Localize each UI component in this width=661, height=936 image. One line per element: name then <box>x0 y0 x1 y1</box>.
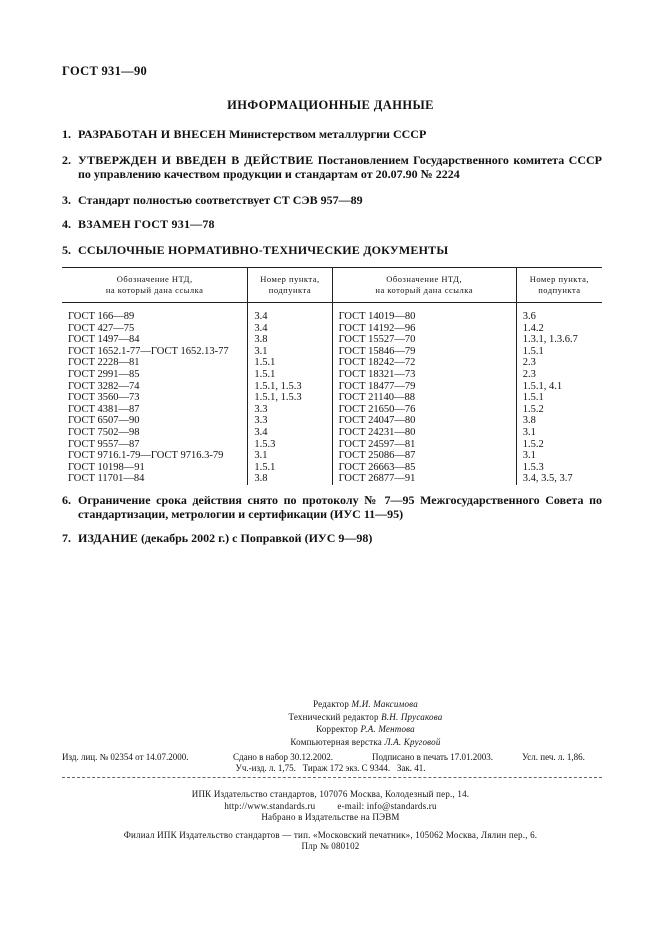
publisher-block <box>0 789 661 853</box>
ntd-right-cell-text: ГОСТ 15846—79 <box>338 345 416 357</box>
table-row <box>62 323 602 335</box>
credit-name: Л.А. Круговой <box>384 736 441 747</box>
ntd-left-cell-text: ГОСТ 1497—84 <box>68 334 140 346</box>
table-row <box>62 404 602 416</box>
point-right-cell-text: 3.6 <box>522 311 536 322</box>
ntd-right-cell-text: ГОСТ 18242—72 <box>338 357 416 369</box>
item-number: 1. <box>62 127 71 141</box>
point-left-cell <box>248 473 332 485</box>
item-caps: УТВЕРЖДЕН И ВВЕДЕН В ДЕЙСТВИЕ <box>78 153 314 167</box>
header-point-line1: Номер пункта, <box>529 274 590 284</box>
item-number: 3. <box>62 193 71 207</box>
ntd-left-cell <box>62 303 248 323</box>
point-left-cell <box>248 427 332 439</box>
divider <box>62 777 602 778</box>
item-text: Ограничение срока действия снято по протоколу № 7—95 Межгосударственного Совета по стандартизации, метрологии и сертификации (ИУС 11—95) <box>78 493 602 521</box>
point-left-cell <box>248 450 332 462</box>
ntd-left-cell-text: ГОСТ 9716.1-79—ГОСТ 9716.3-79 <box>68 450 224 462</box>
point-left-cell <box>248 381 332 393</box>
credit-name: Р.А. Ментова <box>360 724 415 734</box>
item-caps: ВЗАМЕН ГОСТ 931—78 <box>78 217 215 231</box>
point-right-cell-text: 1.5.1 <box>522 392 544 404</box>
header-ntd-line1: Обозначение НТД, <box>116 274 193 284</box>
item-2 <box>62 153 602 181</box>
point-right-cell <box>516 346 602 358</box>
table-row <box>62 473 602 485</box>
ntd-left-cell-text: ГОСТ 9557—87 <box>68 438 140 450</box>
header-ntd-line2: на который дана ссылка <box>375 285 473 295</box>
ntd-left-cell <box>62 323 248 335</box>
credit-role: Компьютерная верстка <box>290 736 383 747</box>
point-right-cell <box>516 392 602 404</box>
imprint-line2: Уч.-изд. л. 1,75. Тираж 172 экз. С 9344. Зак. 41. <box>235 763 426 773</box>
point-left-cell <box>248 303 332 323</box>
ntd-right-cell-text: ГОСТ 14019—80 <box>338 311 416 322</box>
point-right-cell <box>516 462 602 474</box>
ntd-right-cell-text: ГОСТ 18477—79 <box>338 380 416 392</box>
point-left-cell-text: 3.3 <box>254 415 268 427</box>
ntd-left-cell-text: ГОСТ 427—75 <box>68 322 135 334</box>
table-row <box>62 427 602 439</box>
ntd-right-cell-text: ГОСТ 24597—81 <box>338 438 416 450</box>
ntd-right-cell <box>332 415 516 427</box>
ntd-right-cell-text: ГОСТ 21140—88 <box>338 392 416 404</box>
point-left-cell-text: 1.5.1, 1.5.3 <box>254 392 302 404</box>
point-left-cell <box>248 323 332 335</box>
ntd-right-cell-text: ГОСТ 24231—80 <box>338 426 416 438</box>
point-left-cell-text: 3.3 <box>254 403 268 415</box>
ntd-left-cell-text: ГОСТ 2228—81 <box>68 357 140 369</box>
ntd-right-cell <box>332 323 516 335</box>
ntd-left-cell <box>62 450 248 462</box>
ntd-right-cell <box>332 427 516 439</box>
credit-name: М.И. Максимова <box>351 699 418 709</box>
credits-block <box>0 698 661 748</box>
ntd-left-cell-text: ГОСТ 166—89 <box>68 311 135 322</box>
ntd-right-cell-text: ГОСТ 21650—76 <box>338 403 416 415</box>
publisher-website[interactable]: http://www.standards.ru <box>224 800 316 811</box>
point-left-cell-text: 3.8 <box>254 334 268 346</box>
item-6 <box>62 493 602 521</box>
ntd-left-cell <box>62 392 248 404</box>
item-1 <box>62 127 602 141</box>
header-point-line2: подпункта <box>538 285 581 295</box>
item-number: 6. <box>62 493 71 507</box>
section-title: ИНФОРМАЦИОННЫЕ ДАННЫЕ <box>227 98 434 112</box>
item-4 <box>62 217 602 231</box>
table-row <box>62 369 602 381</box>
ntd-right-cell-text: ГОСТ 26663—85 <box>338 461 416 473</box>
ntd-right-cell <box>332 334 516 346</box>
table-row <box>62 346 602 358</box>
header-point-right <box>516 268 602 303</box>
table-header-row <box>62 268 602 303</box>
point-left-cell-text: 3.8 <box>254 473 268 485</box>
ntd-right-cell <box>332 404 516 416</box>
credit-editor <box>0 698 661 711</box>
point-right-cell-text: 1.3.1, 1.3.6.7 <box>522 334 578 346</box>
ntd-right-cell <box>332 439 516 451</box>
ntd-left-cell <box>62 415 248 427</box>
header-ntd-left <box>62 268 248 303</box>
point-right-cell-text: 3.1 <box>522 426 536 438</box>
item-caps: РАЗРАБОТАН И ВНЕСЕН <box>78 127 227 141</box>
ntd-right-cell <box>332 369 516 381</box>
point-left-cell-text: 3.4 <box>254 322 268 334</box>
table-row <box>62 415 602 427</box>
point-right-cell-text: 1.5.1 <box>522 345 544 357</box>
publisher-license: Плр № 080102 <box>301 841 360 851</box>
point-right-cell <box>516 334 602 346</box>
ntd-left-cell-text: ГОСТ 7502—98 <box>68 426 140 438</box>
ntd-right-cell-text: ГОСТ 24047—80 <box>338 415 416 427</box>
point-right-cell <box>516 357 602 369</box>
header-ntd-line1: Обозначение НТД, <box>386 274 463 284</box>
ntd-right-cell <box>332 303 516 323</box>
credit-name: В.Н. Прусакова <box>381 711 443 722</box>
imprint-signed: Подписано в печать 17.01.2003. <box>372 752 494 762</box>
point-left-cell <box>248 357 332 369</box>
item-7 <box>62 531 602 545</box>
ntd-left-cell <box>62 357 248 369</box>
item-text: Стандарт полностью соответствует СТ СЭВ 957—89 <box>78 193 363 207</box>
point-left-cell-text: 3.1 <box>254 450 268 462</box>
item-number: 7. <box>62 531 71 545</box>
ntd-right-cell <box>332 473 516 485</box>
imprint-license: Изд. лиц. № 02354 от 14.07.2000. <box>62 752 189 762</box>
imprint-typeset: Сдано в набор 30.12.2002. <box>233 752 334 762</box>
point-right-cell <box>516 439 602 451</box>
table-row <box>62 392 602 404</box>
table-row <box>62 381 602 393</box>
point-right-cell-text: 2.3 <box>522 357 536 369</box>
item-number: 4. <box>62 217 71 231</box>
header-point-left <box>248 268 332 303</box>
ntd-right-cell-text: ГОСТ 25086—87 <box>338 450 416 462</box>
item-caps: ИЗДАНИЕ <box>78 531 138 545</box>
item-text: (декабрь 2002 г.) с Поправкой (ИУС 9—98) <box>137 531 373 545</box>
ntd-right-cell <box>332 462 516 474</box>
point-left-cell-text: 1.5.1, 1.5.3 <box>254 380 302 392</box>
ntd-left-cell-text: ГОСТ 4381—87 <box>68 403 140 415</box>
point-left-cell <box>248 462 332 474</box>
credit-role: Корректор <box>316 724 359 734</box>
ntd-right-cell <box>332 381 516 393</box>
header-ntd-right <box>332 268 516 303</box>
table-row <box>62 462 602 474</box>
ntd-right-cell-text: ГОСТ 14192—96 <box>338 322 416 334</box>
point-right-cell <box>516 303 602 323</box>
publisher-address: ИПК Издательство стандартов, 107076 Москва, Колодезный пер., 14. <box>191 789 470 799</box>
ntd-right-cell-text: ГОСТ 15527—70 <box>338 334 416 346</box>
ntd-left-cell-text: ГОСТ 6507—90 <box>68 415 140 427</box>
credit-layout <box>0 736 661 749</box>
publisher-branch: Филиал ИПК Издательство стандартов — тип. «Московский печатник», 105062 Москва, Лялин пер., 6. <box>123 829 538 840</box>
item-number: 2. <box>62 153 71 167</box>
ntd-left-cell-text: ГОСТ 1652.1-77—ГОСТ 1652.13-77 <box>68 345 229 357</box>
ntd-left-cell <box>62 427 248 439</box>
ntd-left-cell <box>62 381 248 393</box>
imprint-print-sheets: Усл. печ. л. 1,86. <box>522 752 585 762</box>
point-right-cell <box>516 381 602 393</box>
point-right-cell <box>516 427 602 439</box>
point-right-cell <box>516 369 602 381</box>
point-right-cell-text: 1.5.1, 4.1 <box>522 380 563 392</box>
header-ntd-line2: на который дана ссылка <box>105 285 204 295</box>
ntd-right-cell-text: ГОСТ 26877—91 <box>338 473 416 485</box>
table-row <box>62 439 602 451</box>
ntd-left-cell <box>62 346 248 358</box>
point-left-cell <box>248 392 332 404</box>
item-3 <box>62 193 602 207</box>
point-left-cell-text: 3.4 <box>254 311 268 322</box>
point-right-cell <box>516 473 602 485</box>
publisher-typeset-note: Набрано в Издательстве на ПЭВМ <box>261 812 400 822</box>
point-left-cell-text: 3.1 <box>254 345 268 357</box>
ntd-left-cell-text: ГОСТ 2991—85 <box>68 368 140 380</box>
point-right-cell-text: 3.8 <box>522 415 536 427</box>
table-row <box>62 334 602 346</box>
item-text: Министерством металлургии СССР <box>226 127 427 141</box>
item-caps: ССЫЛОЧНЫЕ НОРМАТИВНО-ТЕХНИЧЕСКИЕ ДОКУМЕНТЫ <box>78 243 449 257</box>
ntd-left-cell <box>62 334 248 346</box>
table-body <box>62 303 602 485</box>
point-right-cell <box>516 415 602 427</box>
point-right-cell-text: 3.4, 3.5, 3.7 <box>522 473 573 485</box>
references-table <box>62 267 602 485</box>
table-row <box>62 303 602 323</box>
header-point-line2: подпункта <box>268 285 312 295</box>
ntd-left-cell-text: ГОСТ 10198—91 <box>68 461 145 473</box>
point-left-cell <box>248 346 332 358</box>
point-left-cell-text: 3.4 <box>254 426 268 438</box>
point-right-cell <box>516 323 602 335</box>
ntd-left-cell-text: ГОСТ 3282—74 <box>68 380 140 392</box>
point-left-cell <box>248 369 332 381</box>
ntd-right-cell <box>332 450 516 462</box>
point-left-cell-text: 1.5.3 <box>254 438 276 450</box>
ntd-left-cell <box>62 404 248 416</box>
point-left-cell <box>248 415 332 427</box>
point-left-cell-text: 1.5.1 <box>254 461 276 473</box>
point-right-cell-text: 1.5.3 <box>522 461 544 473</box>
table-row <box>62 450 602 462</box>
credit-tech-editor <box>0 711 661 724</box>
point-right-cell <box>516 450 602 462</box>
ntd-left-cell-text: ГОСТ 11701—84 <box>68 473 145 485</box>
point-left-cell <box>248 439 332 451</box>
publisher-email[interactable]: e-mail: info@standards.ru <box>337 800 437 811</box>
point-right-cell <box>516 404 602 416</box>
point-left-cell <box>248 334 332 346</box>
item-5 <box>62 243 602 257</box>
item-text: Постановлением Государственного комитета СССР по управлению качеством продукции и стандартам от 20.07.90 № 2224 <box>78 153 602 181</box>
credit-corrector <box>0 723 661 736</box>
ntd-left-cell <box>62 439 248 451</box>
point-left-cell-text: 1.5.1 <box>254 368 276 380</box>
point-right-cell-text: 2.3 <box>522 368 536 380</box>
ntd-right-cell-text: ГОСТ 18321—73 <box>338 368 416 380</box>
ntd-left-cell <box>62 473 248 485</box>
credit-role: Редактор <box>313 699 350 709</box>
table-row <box>62 357 602 369</box>
ntd-right-cell <box>332 392 516 404</box>
ntd-left-cell-text: ГОСТ 3560—73 <box>68 392 140 404</box>
point-right-cell-text: 1.5.2 <box>522 403 544 415</box>
ntd-left-cell <box>62 462 248 474</box>
ntd-right-cell <box>332 346 516 358</box>
point-right-cell-text: 3.1 <box>522 450 536 462</box>
document-code: ГОСТ 931—90 <box>62 64 148 78</box>
point-left-cell <box>248 404 332 416</box>
header-point-line1: Номер пункта, <box>260 274 320 284</box>
item-number: 5. <box>62 243 71 257</box>
publisher-contacts <box>0 801 661 813</box>
credit-role: Технический редактор <box>288 711 379 722</box>
ntd-left-cell <box>62 369 248 381</box>
point-right-cell-text: 1.5.2 <box>522 438 544 450</box>
ntd-right-cell <box>332 357 516 369</box>
point-right-cell-text: 1.4.2 <box>522 322 544 334</box>
point-left-cell-text: 1.5.1 <box>254 357 276 369</box>
